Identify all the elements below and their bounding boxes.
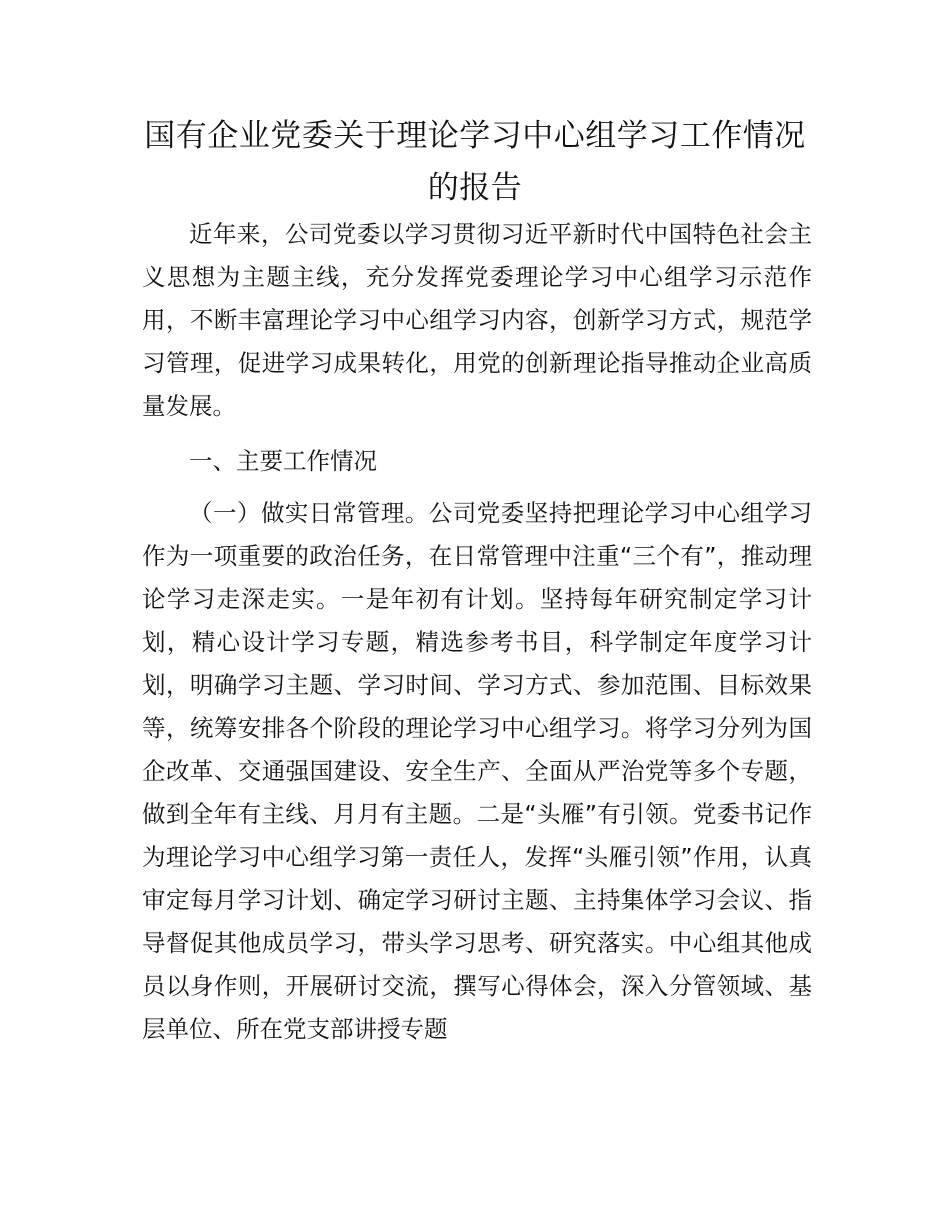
intro-paragraph: 近年来，公司党委以学习贯彻习近平新时代中国特色社会主义思想为主题主线，充分发挥党委理论学习中心组学习示范作用，不断丰富理论学习中心组学习内容，创新学习方式，规范学习管理，促进学习成果转化，用党的创新理论指导推动企业高质量发展。	[142, 220, 812, 420]
body-paragraph: （一）做实日常管理。公司党委坚持把理论学习中心组学习作为一项重要的政治任务，在日常管理中注重“三个有”，推动理论学习走深走实。一是年初有计划。坚持每年研究制定学习计划，精心设计学习专题，精选参考书目，科学制定年度学习计划，明确学习主题、学习时间、学习方式、参加范围、目标效果等，统筹安排各个阶段的理论学习中心组学习。将学习分列为国企改革、交通强国建设、安全生产、全面从严治党等多个专题，做到全年有主线、月月有主题。二是“头雁”有引领。党委书记作为理论学习中心组学习第一责任人，发挥“头雁引领”作用，认真审定每月学习计划、确定学习研讨主题、主持集体学习会议、指导督促其他成员学习，带头学习思考、研究落实。中心组其他成员以身作则，开展研讨交流，撰写心得体会，深入分管领域、基层单位、所在党支部讲授专题	[142, 499, 812, 1043]
document-title: 国有企业党委关于理论学习中心组学习工作情况的报告	[144, 118, 806, 206]
section-heading: 一、主要工作情况	[189, 447, 377, 475]
